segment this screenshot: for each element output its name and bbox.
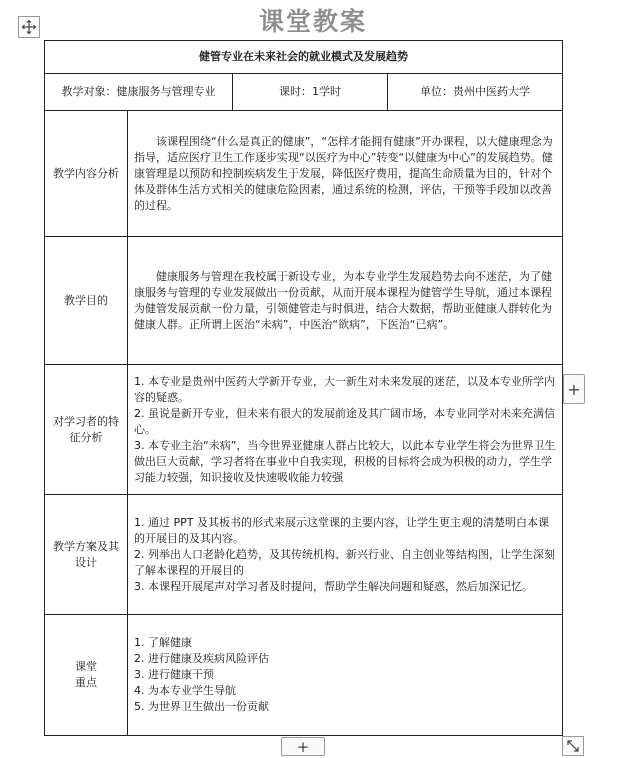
- plan-design-item-1: 1. 通过 PPT 及其板书的形式来展示这堂课的主要内容，让学生更主观的清楚明白本课的开展目的及其内容。: [134, 515, 549, 545]
- teaching-target-cell[interactable]: 教学对象：健康服务与管理专业: [45, 74, 233, 111]
- content-analysis-label[interactable]: 教学内容分析: [45, 111, 128, 237]
- plan-design-cell[interactable]: [128, 495, 563, 615]
- learner-analysis-cell[interactable]: [128, 365, 563, 495]
- page-title: 课堂教案: [258, 7, 367, 36]
- key-point-item-4: 4. 为本专业学生导航: [134, 684, 236, 697]
- learner-analysis-item-2: 2. 虽说是新开专业，但未来有很大的发展前途及其广阔市场，本专业同学对未来充满信心。: [134, 406, 555, 436]
- plan-design-item-3: 3. 本课程开展尾声对学习者及时提问，帮助学生解决问题和疑惑，然后加深记忆。: [134, 579, 533, 593]
- key-point-item-5: 5. 为世界卫生做出一份贡献: [134, 700, 269, 713]
- learner-analysis-label-line1: 对学习者的特: [53, 414, 119, 428]
- add-row-button[interactable]: +: [281, 737, 325, 756]
- plan-design-label-line2: 设计: [75, 555, 97, 569]
- table-resize-handle[interactable]: [562, 736, 584, 756]
- key-point-item-3: 3. 进行健康干预: [134, 668, 214, 681]
- key-point-item-2: 2. 进行健康及疾病风险评估: [134, 652, 269, 665]
- learner-analysis-item-1: 1. 本专业是贵州中医药大学新开专业，大一新生对未来发展的迷茫，以及本专业所学内容的疑惑。: [134, 374, 555, 404]
- content-analysis-cell[interactable]: [128, 111, 563, 237]
- key-point-item-1: 1. 了解健康: [134, 636, 192, 649]
- key-points-label-line2: 重点: [75, 676, 97, 689]
- learner-analysis-label-line2: 征分析: [69, 430, 103, 444]
- resize-diagonal-icon: [566, 739, 580, 753]
- learner-analysis-label[interactable]: [45, 365, 128, 495]
- table-title[interactable]: 健管专业在未来社会的就业模式及发展趋势: [45, 41, 563, 74]
- plan-design-label[interactable]: [45, 495, 128, 615]
- table-move-handle[interactable]: [18, 16, 40, 38]
- key-points-cell[interactable]: [128, 615, 563, 736]
- key-points-label[interactable]: [45, 615, 128, 736]
- teaching-goal-cell[interactable]: [128, 237, 563, 365]
- add-column-button[interactable]: +: [563, 374, 585, 404]
- plan-design-item-2: 2. 列举出人口老龄化趋势，及其传统机构、新兴行业、自主创业等结构图，让学生深刻了解本课程的开展目的: [134, 547, 555, 577]
- content-analysis-text: 该课程围绕“什么是真正的健康”，“怎样才能拥有健康”开办课程，以大健康理念为指导，适应医疗卫生工作逐步实现“以医疗为中心”转变“以健康为中心”的发展趋势。健康管理是以预防和控制疾病发生于发展，降低医疗费用，提高生命质量为目的，针对个体及群体生活方式相关的健康危险因素，通过系统的检测，评估，干预等手段加以改善的过程。: [134, 134, 553, 212]
- teaching-goal-label[interactable]: 教学目的: [45, 237, 128, 365]
- class-hours-cell[interactable]: 课时：1学时: [233, 74, 388, 111]
- move-arrows-icon: [21, 19, 37, 35]
- learner-analysis-item-3: 3. 本专业主治“未病”，当今世界亚健康人群占比较大，以此本专业学生将会为世界卫生做出巨大贡献，学习者将在事业中自我实现，积极的目标将会成为积极的动力，学生学习能力较强，知识接收及快速吸收能力较强: [134, 438, 556, 484]
- plan-design-label-line1: 教学方案及其: [53, 539, 119, 553]
- teaching-goal-text: 健康服务与管理在我校属于新设专业，为本专业学生发展趋势去向不迷茫，为了健康服务与管理的专业发展做出一份贡献，从而开展本课程为健管学生导航，通过本课程为健管发展贡献一份力量，引领健管走与时俱进，结合大数据，帮助亚健康人群转化为健康人群。正所谓上医治“未病”，中医治“欲病”，下医治“已病”。: [134, 269, 552, 331]
- lesson-plan-table: [44, 40, 563, 736]
- unit-cell[interactable]: 单位：贵州中医药大学: [388, 74, 563, 111]
- key-points-label-line1: 课堂: [75, 660, 97, 673]
